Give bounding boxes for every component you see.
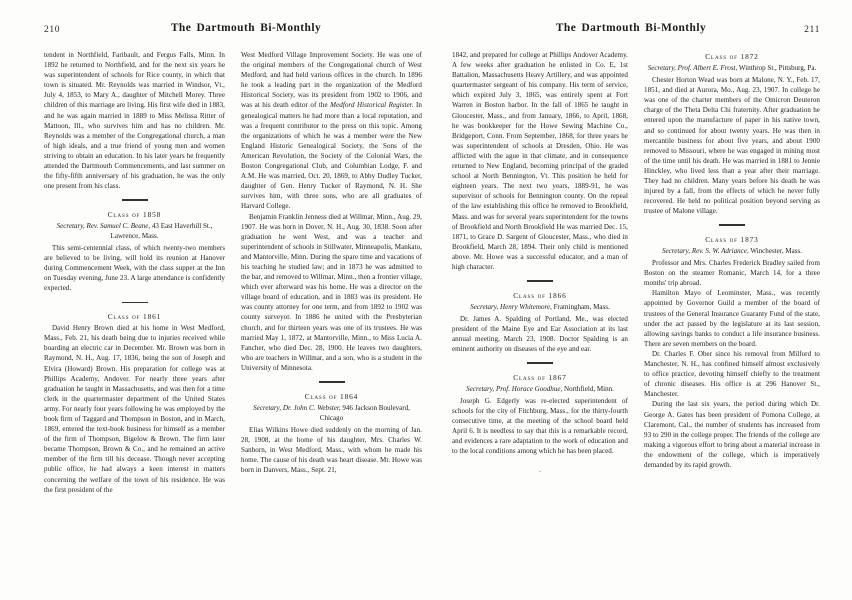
- secretary-line-1864: [241, 403, 422, 423]
- class-heading-1873: Class of 1873: [705, 235, 759, 244]
- secretary-line-1873: [644, 246, 820, 256]
- paragraph-reynolds: tendent in Northfield, Faribault, and Fergus Falls, Minn. In 1892 he returned to Northfield, and for the next six years he was superintendent of schools for Rice county, in which that town is situated. Mr. Reynolds was married in Windsor, Vt., July 4, 1853, to Mary A., daughter of Mitchell Morey. Three children of this marriage are living. His first wife died in 1883, and he was again married in 1889 to Miss Melissa Ritter of Mattoon, Ill., who survives him and has no children. Mr. Reynolds was a member of the Congregational church, a man of high ideals, and a true friend of young men and women striving to obtain an education. In his later years he frequently attended the Dartmouth Commencements, and last summer on the fifty-fifth anniversary of his graduation, he was the only one present from his class.: [44, 51, 225, 191]
- section-rule: [122, 199, 148, 201]
- class-heading-1861: Class of 1861: [107, 312, 162, 322]
- secretary-name-1873: Secretary, Rev. S. W. Adriance,: [661, 247, 749, 255]
- column-left-2: [241, 50, 422, 495]
- secretary-line-1866: [452, 302, 628, 312]
- class-heading-1858: Class of 1858: [107, 209, 162, 219]
- running-head-right: [452, 22, 820, 44]
- column-left-1: [44, 50, 225, 495]
- paragraph-howe-cont: 1842, and prepared for college at Phillips Andover Academy. A few weeks after graduation he enlisted in Co. E, 1st Battalion, Massachusetts Heavy Artillery, and was appointed quartermaster sergeant of his company. His term of service, which expired July 3, 1865, was entirely spent at Fort Warren in Boston harbor. In the fall of 1865 he taught in Gloucester, Mass., and from January, 1866, to April, 1868, he was bookkeeper for the Howe Sewing Machine Co., Bridgeport, Conn. From September, 1868, for three years he was superintendent of schools at Dresden, Ohio. He was afflicted with the ague in that climate, and in consequence returned to New England, becoming principal of the graded school at North Bennington, Vt. This position he held for eighteen years. The next two years, 1889-91, he was supervisor of schools for Bennington county. On the repeal of the law establishing this office he removed to Brookfield, Mass. and was for several years superintendent for the towns of Brookfield and North Brookfield He was married Dec. 15, 1871, to Grace D. Sargent of Gloucester, Mass., who died in Brookfield, March 28, 1894. Their only child is mentioned above. Mr. Howe was a successful educator, and a man of high character.: [452, 51, 628, 271]
- running-head-left: [44, 22, 422, 44]
- paragraph-mayo: Hamilton Mayo of Leominster, Mass., was recently appointed by Governor Guild a member of the board of trustees of the General Insurance Guaranty Fund of the state, under the act passed by the legislature at its last session, allowing savings banks to conduct a life insurance business. There are seven members on the board.: [644, 289, 820, 348]
- folio-left: 210: [44, 24, 61, 35]
- paragraph-edgerly: Joseph G. Edgerly was re-elected superintendent of schools for the city of Fitchburg, Mass., for the thirty-fourth consecutive time, at the meeting of the school board held April 6. It is needless to say that this is a remarkable record, and evidences a rare adaptation to the work of education and to the local conditions among which he has been placed.: [452, 396, 628, 456]
- secretary-name-1867: Secretary, Prof. Horace Goodhue,: [466, 384, 563, 393]
- secretary-line-1872: [644, 63, 820, 73]
- paragraph-gates: During the last six years, the period during which Dr. George A. Gates has been president of Pomona College, at Claremont, Cal., the number of students has increased from 93 to 290 in the college proper. The friends of the college are making a vigorous effort to bring about a material increase in the endowment of the college, which is imperatively demanded by its rapid growth.: [644, 400, 820, 469]
- paragraph-1858-reunion: This semi-centennial class, of which twenty-two members are believed to be living, will hold its reunion at Hanover during Commencement Week, with the class supper at the Inn on Tuesday evening, June 23. A large attendance is confidently expected.: [44, 244, 225, 293]
- secretary-address-1872: Winthrop St., Pittsburg, Pa.: [737, 64, 817, 72]
- class-heading-1866: Class of 1866: [513, 290, 567, 300]
- secretary-name-1864: Secretary, Dr. John C. Webster,: [253, 403, 341, 412]
- folio-right: 211: [804, 24, 820, 35]
- secretary-name-1866: Secretary, Henry Whitemore,: [470, 302, 552, 311]
- running-title-left: The Dartmouth Bi-Monthly: [170, 22, 322, 34]
- section-rule: [527, 362, 553, 364]
- columns-right: [452, 50, 820, 474]
- section-rule: [527, 280, 553, 282]
- secretary-line-1858: [44, 221, 225, 241]
- section-rule: [719, 224, 745, 226]
- secretary-address-1867: Northfield, Minn.: [562, 384, 614, 393]
- paragraph-howe: Elias Wilkins Howe died suddenly on the morning of Jan. 28, 1908, at the home of his daughter, Mrs. Charles W. Sanborn, in West Medford, Mass., with whom he made his home. The cause of his death was heart disease. Mr. Howe was born in Danvers, Mass., Sept. 21,: [241, 425, 422, 475]
- paragraph-brown-cont: [241, 50, 422, 212]
- secretary-address-1866: Framingham, Mass.: [551, 302, 610, 311]
- paragraph-spalding: Dr. James A. Spalding of Portland, Me., was elected president of the Maine Eye and Ear Association at its last annual meeting, March 23, 1908. Doctor Spalding is an eminent authority on diseases of the eye and ear.: [452, 314, 628, 354]
- secretary-name-1872: Secretary, Prof. Albert E. Frost,: [647, 64, 738, 72]
- paragraph-brown-part2: In genealogical matters he had more than a local reputation, and was a frequent contributor to the press on this topic. Among the organizations of which he was a member were the New England Historic Genealogical Society, the Sons of the American Revolution, the Society of the Colonial Wars, the Boston Congregational Club, and Columbian Lodge, F. and A.M. He was married, Oct. 20, 1869, to Abby Dudley Tucker, daughter of Gen. Henry Tucker of Raymond, N. H. She survives him, with three sons, who are all graduates of Harvard College.: [241, 101, 422, 211]
- paragraph-jenness: Benjamin Franklin Jenness died at Willmar, Minn., Aug. 29, 1907. He was born in Dover, N. H., Aug. 30, 1838. Soon after graduation he went West, and was a teacher and superintendent of schools in Stillwater, Minneapolis, Mankato, and Mantorville, Minn. During the spare time and vacations of his teaching he studied law; and in 1873 he was admitted to the bar, and removed to Willmar, Minn., then a frontier village, which ever afterward was his home. He was a director on the village board of education, and in 1883 was its president. He was county attorney for one term, and from 1892 to 1902 was county surveyor. In 1886 he united with the Presbyterian church, and for thirteen years was one of its trustees. He was married May 1, 1872, at Mantorville, Minn., to Miss Lucia A. Fancher, who died Dec. 28, 1900. He leaves two daughters, who are teachers in Willmar, and a son, who is a student in the University of Minnesota.: [241, 212, 422, 372]
- class-heading-1864: Class of 1864: [304, 391, 359, 401]
- running-title-right: The Dartmouth Bi-Monthly: [555, 22, 707, 34]
- section-rule: [319, 381, 345, 383]
- secretary-name-1858: Secretary, Rev. Samuel C. Beane,: [56, 221, 151, 230]
- secretary-address-1858: 43 East Haverhill St., Lawrence, Mass.: [110, 221, 213, 240]
- column-right-1: [452, 50, 628, 474]
- secretary-address-1873: Winchester, Mass.: [748, 247, 803, 255]
- secretary-line-1867: [452, 384, 628, 394]
- paragraph-brown-part1: West Medford Village Improvement Society. He was one of the original members of the Congregational church of West Medford, and had held various offices in the church. In 1896 he took a leading part in the organization of the Medford Historical Society, was its president from 1902 to 1906, and was at his death editor of the: [241, 51, 422, 110]
- medford-register-title: Medford Historical Register.: [330, 101, 414, 110]
- class-heading-1867: Class of 1867: [513, 372, 567, 382]
- paragraph-bradley: Professor and Mrs. Charles Frederick Bradley sailed from Boston on the steamer Romanic, March 14, for a three months' trip abroad.: [644, 259, 820, 288]
- paragraph-wead: Chester Horton Wead was born at Malone, N. Y., Feb. 17, 1851, and died at Aurora, Mo., Aug. 23, 1907. In college he was one of the charter members of the Omicron Deuteron charge of the Theta Delta Chi fraternity. After graduation he entered upon the manufacture of paper in his native town, and so continued for about twenty years. He was then in mercantile business for about five years, and about 1900 removed to Missouri, where he was engaged in mining most of the time until his death. He was married in 1881 to Jennie Hinckley, who lived less than a year after their marriage. They had no children. Many years before his death he was injured by a fall, from the effects of which he never fully recovered. He held no political position beyond serving as trustee of Malone village.: [644, 76, 820, 216]
- paragraph-ober: Dr. Charles F. Ober since his removal from Milford to Manchester, N. H., has confined himself almost exclusively to office practice, devoting himself chiefly to the treatment of chronic diseases. His office is at 296 Hanover St., Manchester.: [644, 349, 820, 399]
- paragraph-brown: David Henry Brown died at his home in West Medford, Mass., Feb. 21, his death being due to injuries received while boarding an electric car in December. Mr. Brown was born in Raymond, N. H., Aug. 17, 1836, being the son of Joseph and Elvira (Howard) Brown. His preparation for college was at Phillips Academy, Andover. For nearly three years after graduation he taught in Massachusetts, and was then for a time clerk in the quartermaster department of the United States army. For nearly four years following he was employed by the book firm of Taggard and Thompson in Boston, and in March, 1869, entered the text-book business for himself as a member of the firm of Thompson, Bigelow & Brown. The firm later became Thompson, Brown & Co., and he remained an active member of the firm till his decease. Though never accepting public office, he had always a keen interest in matters concerning the welfare of the town of his residence. He was the first president of the: [44, 324, 225, 494]
- column-end-ornament: .: [539, 466, 541, 475]
- section-rule: [122, 302, 148, 304]
- page-right: [440, 0, 852, 600]
- class-heading-1872: Class of 1872: [705, 52, 759, 61]
- secretary-address-1864: 946 Jackson Boulevard, Chicago: [319, 403, 410, 422]
- column-right-2: [644, 50, 820, 474]
- columns-left: [44, 50, 422, 495]
